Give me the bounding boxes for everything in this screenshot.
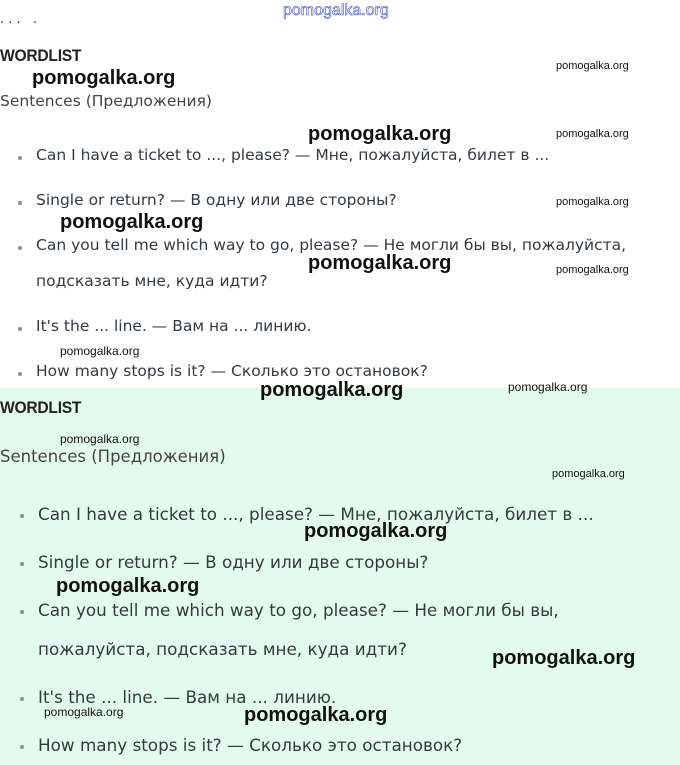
bullet-icon (20, 610, 24, 614)
item-text: Can you tell me which way to go, please? — Не могли бы вы, пожалуйста, (36, 236, 627, 254)
watermark: pomogalka.org (556, 60, 629, 72)
watermark: pomogalka.org (556, 196, 629, 208)
watermark: pomogalka.org (556, 264, 629, 276)
watermark: pomogalka.org (304, 520, 448, 542)
bullet-icon (18, 327, 22, 331)
item-text: Can you tell me which way to go, please? — Не могли бы вы, (38, 600, 559, 620)
item-text: Single or return? — В одну или две стороны? (36, 191, 397, 209)
bullet-icon (18, 156, 22, 160)
watermark: pomogalka.org (44, 705, 124, 719)
item-text: Can I have a ticket to ..., please? — Мне, пожалуйста, билет в ... (36, 146, 550, 164)
item-text: Can I have a ticket to ..., please? — Мне, пожалуйста, билет в ... (38, 504, 594, 524)
watermark: pomogalka.org (492, 647, 636, 669)
bullet-icon (20, 514, 24, 518)
watermark: pomogalka.org (244, 704, 388, 726)
bullet-icon (20, 562, 24, 566)
section-heading: WORDLIST (0, 398, 82, 417)
section-heading: WORDLIST (0, 46, 82, 65)
watermark: pomogalka.org (32, 67, 176, 89)
watermark: pomogalka.org (283, 2, 389, 19)
bullet-icon (20, 745, 24, 749)
section-subheading: Sentences (Предложения) (0, 92, 212, 110)
bullet-icon (18, 201, 22, 205)
section-subheading: Sentences (Предложения) (0, 447, 226, 466)
watermark: pomogalka.org (56, 575, 200, 597)
watermark: pomogalka.org (260, 379, 404, 401)
cut-off-text: · · · · (0, 16, 38, 31)
item-text: It's the ... line. — Вам на ... линию. (38, 687, 337, 707)
watermark: pomogalka.org (60, 211, 204, 233)
watermark: pomogalka.org (60, 432, 140, 446)
watermark: pomogalka.org (308, 123, 452, 145)
watermark: pomogalka.org (308, 252, 452, 274)
watermark: pomogalka.org (552, 468, 625, 480)
bullet-icon (18, 246, 22, 250)
watermark: pomogalka.org (60, 344, 140, 358)
item-text: It's the ... line. — Вам на ... линию. (36, 317, 312, 335)
watermark: pomogalka.org (556, 128, 629, 140)
item-text: How many stops is it? — Сколько это остановок? (36, 362, 428, 380)
item-text-continued: пожалуйста, подсказать мне, куда идти? (38, 639, 407, 659)
watermark: pomogalka.org (508, 380, 588, 394)
item-text: Single or return? — В одну или две стороны? (38, 552, 429, 572)
bullet-icon (20, 697, 24, 701)
bullet-icon (18, 372, 22, 376)
item-text-continued: подсказать мне, куда идти? (36, 272, 268, 290)
item-text: How many stops is it? — Сколько это остановок? (38, 735, 463, 755)
